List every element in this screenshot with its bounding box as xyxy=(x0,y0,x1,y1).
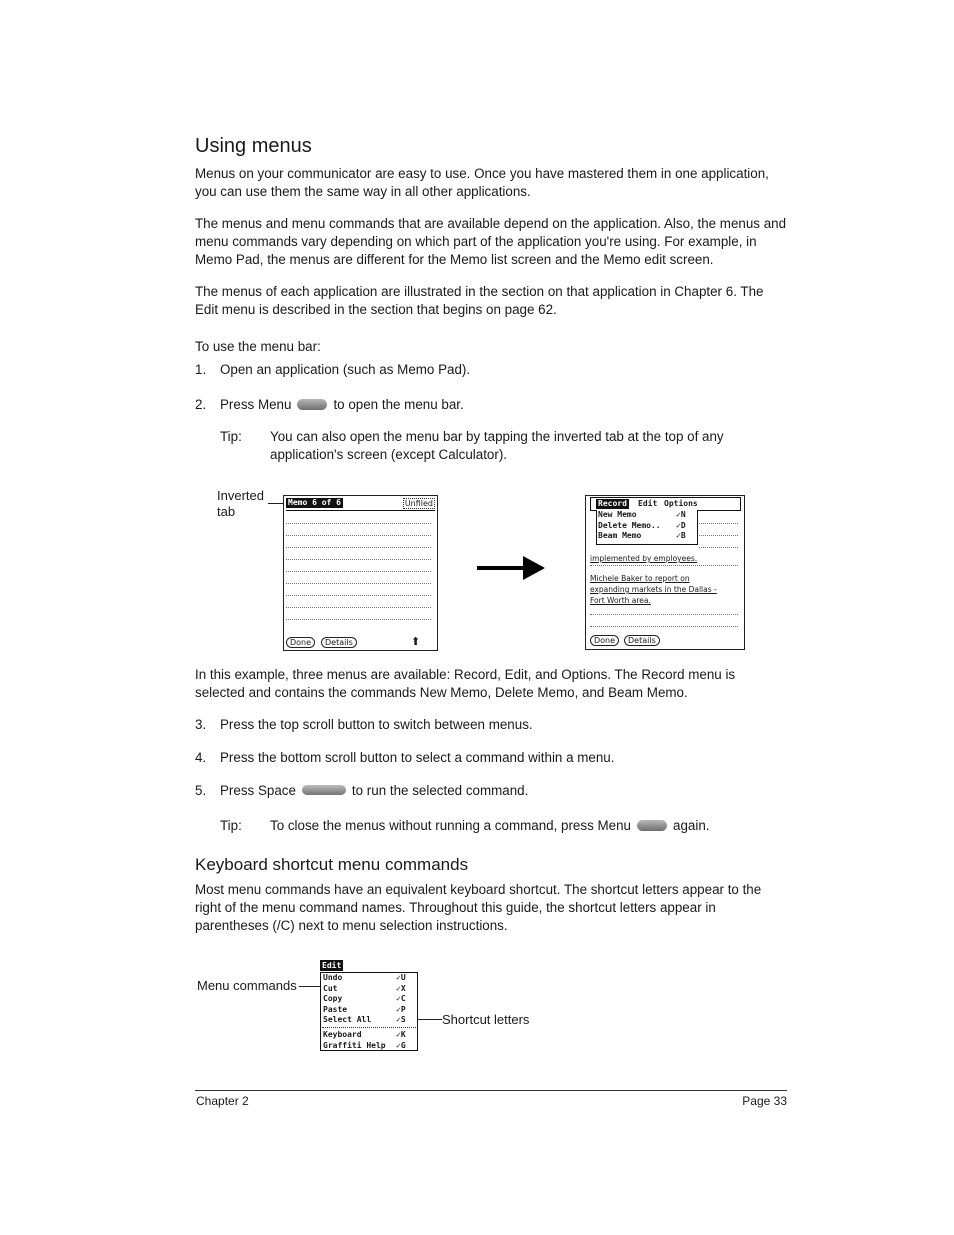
memo-line xyxy=(286,607,431,608)
memo-line xyxy=(286,559,431,560)
details-button[interactable]: Details xyxy=(624,635,660,646)
step-5: 5. Press Space to run the selected command. xyxy=(195,783,529,798)
memo-text-line: expanding markets in the Dallas - xyxy=(590,585,717,594)
menu-item-graffiti-help[interactable]: Graffiti Help xyxy=(323,1040,386,1050)
menu-separator xyxy=(322,1027,416,1028)
memo-text-line: Michele Baker to report on xyxy=(590,574,690,583)
menu-item-copy[interactable]: Copy xyxy=(323,994,343,1003)
inverted-tab-callout: Inverted tab xyxy=(217,488,264,519)
memo-line xyxy=(699,535,738,536)
step-1: 1. Open an application (such as Memo Pad). xyxy=(195,362,471,377)
page-title: Using menus xyxy=(195,135,312,157)
scroll-up-icon[interactable]: ⬆ xyxy=(411,636,421,648)
details-button[interactable]: Details xyxy=(321,637,357,648)
memo-menu-screen xyxy=(585,495,745,650)
callout-line xyxy=(417,1019,442,1020)
memo-line xyxy=(286,619,431,620)
menu-record[interactable]: Record xyxy=(598,499,627,508)
category-picker[interactable]: Unfiled xyxy=(404,499,433,508)
section-heading: Keyboard shortcut menu commands xyxy=(195,855,469,874)
shortcut-c: ✓C xyxy=(396,994,406,1003)
intro-paragraph-2: The menus and menu commands that are available depend on the application. Also, the menus and menu commands vary depending on which part of the application you're using. For example, in Memo Pad, the menus are different for the Memo list screen and the Memo edit screen. xyxy=(195,216,787,267)
intro-paragraph-1: Menus on your communicator are easy to use. Once you have mastered them in one application, you can use them the same way in all other applications. xyxy=(195,166,769,199)
intro-paragraph-3: The menus of each application are illustrated in the section on that application in Chapter 6. The Edit menu is described in the section that begins on page 62. xyxy=(195,284,764,317)
tip-text: To close the menus without running a command, press Menu again. xyxy=(270,818,710,833)
memo-line xyxy=(286,571,431,572)
memo-line xyxy=(699,523,738,524)
shortcut-g: ✓G xyxy=(396,1040,406,1050)
memo-line xyxy=(286,547,431,548)
done-button[interactable]: Done xyxy=(590,635,619,646)
tip-label: Tip: xyxy=(220,818,242,833)
memo-line xyxy=(286,523,431,524)
shortcut-n: ✓N xyxy=(676,510,686,519)
edit-menu-title[interactable]: Edit xyxy=(322,961,342,970)
memo-text-line: Fort Worth area. xyxy=(590,596,651,605)
footer-page-number: Page 33 xyxy=(742,1094,787,1108)
memo-text-line: implemented by employees. xyxy=(590,554,698,563)
shortcut-b: ✓B xyxy=(676,531,686,540)
tip-text: You can also open the menu bar by tapping the inverted tab at the top of any application's screen (except Calculator). xyxy=(270,429,724,462)
menu-edit[interactable]: Edit xyxy=(638,499,658,508)
menu-item-paste[interactable]: Paste xyxy=(323,1004,348,1014)
menu-commands-callout: Menu commands xyxy=(197,978,297,993)
shortcut-d: ✓D xyxy=(676,520,686,530)
inverted-tab[interactable]: Memo 6 of 6 xyxy=(288,498,341,507)
example-paragraph: In this example, three menus are available: Record, Edit, and Options. The Record menu is selected and contains the commands New Memo, Delete Memo, and Beam Memo. xyxy=(195,667,736,700)
memo-line xyxy=(286,595,431,596)
title-underline xyxy=(286,510,435,511)
shortcut-u: ✓U xyxy=(396,973,406,982)
menu-item-keyboard[interactable]: Keyboard xyxy=(323,1030,362,1039)
menu-item-delete-memo[interactable]: Delete Memo.. xyxy=(598,520,661,530)
step-4: 4. Press the bottom scroll button to select a command within a menu. xyxy=(195,750,615,765)
shortcut-x: ✓X xyxy=(396,983,406,993)
menu-item-undo[interactable]: Undo xyxy=(323,973,343,982)
shortcut-s: ✓S xyxy=(396,1015,406,1024)
memo-edit-screen xyxy=(283,495,438,651)
memo-line xyxy=(590,626,738,627)
tip-label: Tip: xyxy=(220,429,242,444)
menu-item-select-all[interactable]: Select All xyxy=(323,1015,372,1024)
memo-line xyxy=(286,535,431,536)
menu-item-new-memo[interactable]: New Memo xyxy=(598,510,637,519)
space-button-icon xyxy=(302,785,346,795)
shortcut-p: ✓P xyxy=(396,1004,406,1014)
shortcut-letters-callout: Shortcut letters xyxy=(442,1012,530,1027)
step-3: 3. Press the top scroll button to switch between menus. xyxy=(195,717,533,732)
callout-line xyxy=(299,986,320,987)
done-button[interactable]: Done xyxy=(286,637,315,648)
menu-button-icon xyxy=(297,399,327,410)
menu-item-cut[interactable]: Cut xyxy=(323,983,338,993)
memo-line xyxy=(286,583,431,584)
step-2: 2. Press Menu to open the menu bar. xyxy=(195,397,464,412)
shortcut-k: ✓K xyxy=(396,1030,406,1039)
menu-options[interactable]: Options xyxy=(664,499,698,508)
menu-button-icon xyxy=(637,820,667,831)
memo-line xyxy=(590,565,738,566)
footer-chapter: Chapter 2 xyxy=(196,1094,249,1108)
shortcut-paragraph: Most menu commands have an equivalent keyboard shortcut. The shortcut letters appear to the right of the menu command names. Throughout this guide, the shortcut letters appear in parentheses (/C) next to menu selection instructions. xyxy=(195,882,762,933)
memo-line xyxy=(699,547,738,548)
footer-rule xyxy=(195,1090,787,1091)
arrow-right-icon xyxy=(475,553,547,583)
menu-item-beam-memo[interactable]: Beam Memo xyxy=(598,531,642,540)
memo-line xyxy=(590,614,738,615)
procedure-title: To use the menu bar: xyxy=(195,339,321,354)
